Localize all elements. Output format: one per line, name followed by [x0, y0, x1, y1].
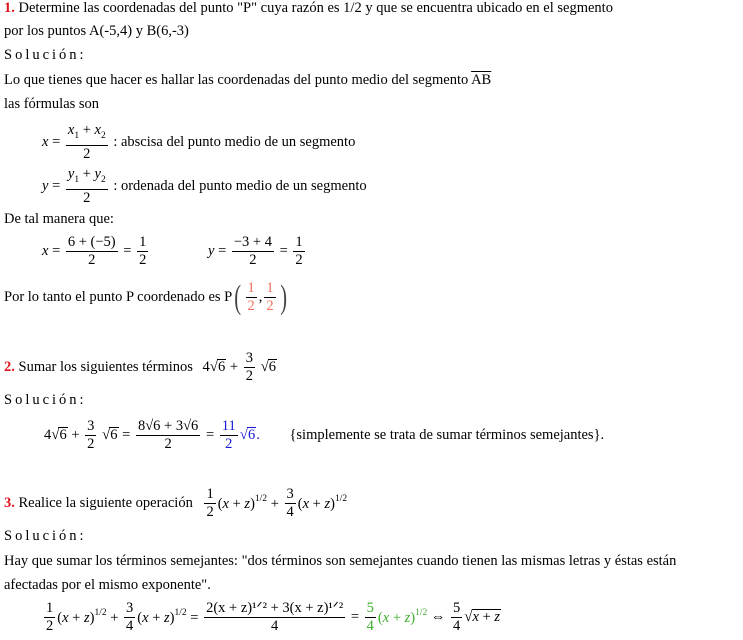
conclusion-text: Por lo tanto el punto P coordenado es P [4, 289, 233, 305]
explanation-text: Lo que tienes que hacer es hallar las coordenadas del punto medio del segmento [4, 72, 469, 88]
problem-1-explanation [4, 72, 491, 89]
calc-y: y = $\frac{-3 + 4}{2}$ = $\frac{1}{2}$ [208, 234, 303, 268]
formula-x: x = $\frac{x_1 + x_2}{2}$ : abscisa del punto medio de un segmento [42, 122, 356, 162]
point-y: $\frac{1}{2}$ [266, 280, 274, 314]
problem-3-number: 3. [4, 495, 15, 511]
problem-3-combined: $\frac{\text{2(x + z)¹ᐟ² + 3(x + z)¹ᐟ²}}{4}$ [206, 600, 344, 634]
problem-2-mid-fraction: $\frac{8√6 + 3√6}{2}$ [137, 418, 199, 452]
problem-2-result: $\frac{11}{2}$ [221, 418, 236, 452]
segment-ab: $\overline{AB}$ [471, 72, 492, 88]
problem-3-solution: $\frac{1}{2}$ $(x + z)^{1/2}$ + $\frac{3}{4}$ $(x + z)^{1/2}$ = $\frac{\text{2(x + z)¹ᐟ² + 3(x + z)¹ᐟ²}}{4}$ = $\frac{5}{4}$ $(x + z)^{1/2}$ ⇔ $\frac{5}{4}$ √x + z [46, 600, 501, 634]
problem-3-statement: 3. Realice la siguiente operación $\frac{1}{2}$ $(x + z)^{1/2}$ + $\frac{3}{4}$ $(x + z)^{1/2}$ [4, 486, 348, 520]
problem-2-text: Sumar los siguientes términos [18, 359, 193, 375]
problem-2-solution-label: Solución: [4, 392, 87, 408]
point-x: $\frac{1}{2}$ [247, 280, 255, 314]
problem-2-solution: 4√6 + $\frac{3}{2}$ √6 = $\frac{8√6 + 3√6}{2}$ = $\frac{11}{2}$ √6. {simplemente se trata de sumar términos semejantes}. [44, 418, 605, 452]
formula-y: y = $\frac{y_1 + y_2}{2}$ : ordenada del punto medio de un segmento [42, 166, 367, 206]
problem-2-number: 2. [4, 359, 15, 375]
calc-y-result: $\frac{1}{2}$ [295, 234, 303, 268]
problem-3-text-line1: Hay que sumar los términos semejantes: "dos términos son semejantes cuando tienen las mismas letras y éstas están [4, 553, 677, 569]
formula-y-fraction: $\frac{y_1 + y_2}{2}$ [67, 166, 106, 206]
formula-x-fraction: $\frac{x_1 + x_2}{2}$ [67, 122, 106, 162]
de-tal-manera: De tal manera que: [4, 211, 114, 227]
problem-3-text-line2: afectadas por el mismo exponente". [4, 577, 211, 593]
formula-x-description: : abscisa del punto medio de un segmento [113, 133, 356, 150]
conclusion: Por lo tanto el punto P coordenado es P( $\frac{1}{2}$ , $\frac{1}{2}$ ) [4, 278, 287, 316]
formula-y-description: : ordenada del punto medio de un segmento [113, 177, 367, 194]
problem-1-statement-line2: por los puntos A(-5,4) y B(6,-3) [4, 23, 189, 39]
problem-1-text: Determine las coordenadas del punto "P" cuya razón es 1/2 y que se encuentra ubicado en el segmento [18, 0, 613, 16]
equivalence-arrow: ⇔ [430, 609, 446, 625]
problem-1-solution-label: Solución: [4, 47, 87, 63]
calc-x-fraction: $\frac{6 + (-5)}{2}$ [67, 234, 116, 268]
problem-2-statement: 2. Sumar los siguientes términos 4√6 + $\frac{3}{2}$ √6 [4, 350, 277, 384]
problem-1-statement [4, 0, 613, 17]
calc-y-fraction: $\frac{-3 + 4}{2}$ [233, 234, 272, 268]
calc-x-result: $\frac{1}{2}$ [139, 234, 147, 268]
problem-1-number: 1. [4, 0, 15, 16]
problem-3-result-coef: $\frac{5}{4}$ [366, 600, 374, 634]
formulas-intro: las fórmulas son [4, 96, 100, 112]
problem-2-note: {simplemente se trata de sumar términos semejantes}. [289, 427, 605, 443]
problem-3-solution-label: Solución: [4, 528, 87, 544]
problem-3-text: Realice la siguiente operación [18, 495, 193, 511]
calc-x: x = $\frac{6 + (-5)}{2}$ = $\frac{1}{2}$ [42, 234, 147, 268]
